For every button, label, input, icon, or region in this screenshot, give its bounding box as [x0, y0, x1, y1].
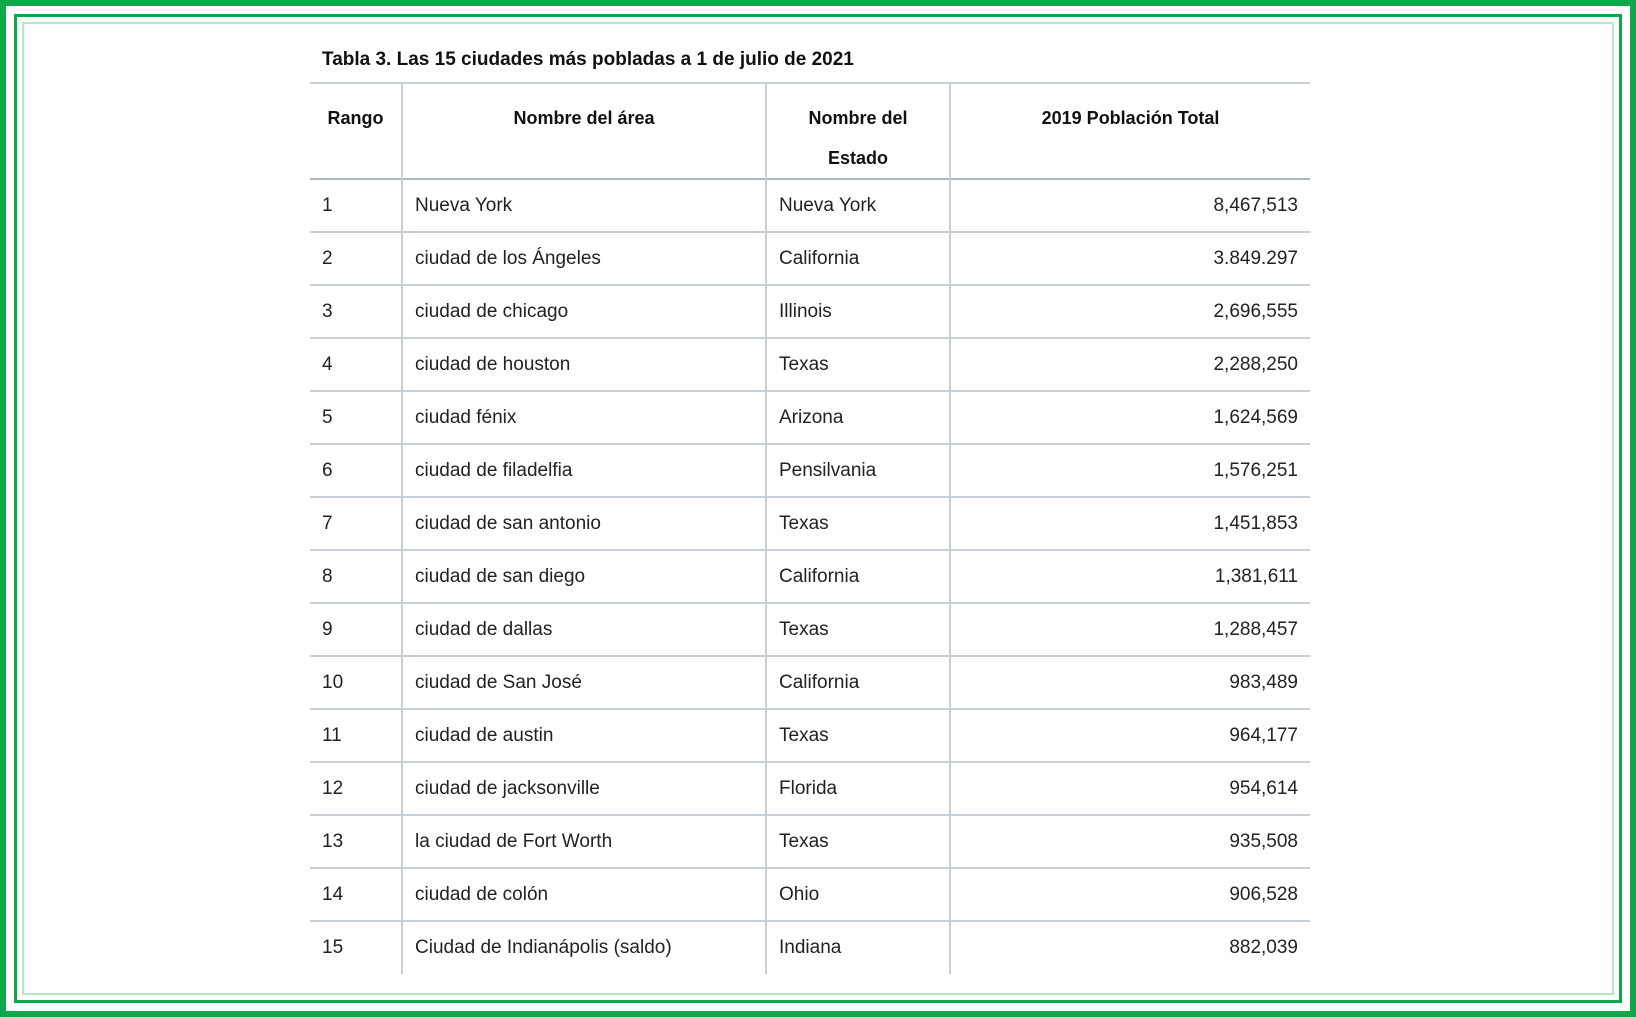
- cell-area: ciudad de san antonio: [402, 497, 766, 550]
- cell-area: ciudad de houston: [402, 338, 766, 391]
- cell-rank: 15: [322, 937, 344, 958]
- cell-rank: 12: [322, 777, 344, 799]
- cell-rank: 13: [322, 830, 344, 852]
- cell-area: la ciudad de Fort Worth: [402, 815, 766, 868]
- cell-population: 935,508: [950, 815, 1310, 868]
- population-table: [310, 82, 1310, 974]
- cell-state: Florida: [766, 762, 950, 815]
- header-rank: Rango: [327, 108, 384, 128]
- cell-state: Nueva York: [766, 179, 950, 232]
- table-row: [310, 868, 1310, 921]
- table-row: [310, 179, 1310, 232]
- cell-rank: 10: [322, 671, 344, 693]
- cell-area: ciudad de los Ángeles: [402, 232, 766, 285]
- cell-rank: 11: [322, 724, 342, 746]
- table-row: [310, 603, 1310, 656]
- table-container: [310, 38, 1310, 974]
- table-row: [310, 391, 1310, 444]
- cell-population: 2,288,250: [950, 338, 1310, 391]
- cell-rank: 4: [322, 353, 333, 375]
- table-row: [310, 815, 1310, 868]
- cell-area: ciudad fénix: [402, 391, 766, 444]
- cell-state: Arizona: [766, 391, 950, 444]
- cell-state: Pensilvania: [766, 444, 950, 497]
- cell-population: 1,451,853: [950, 497, 1310, 550]
- cell-rank: 6: [322, 459, 333, 481]
- cell-area: ciudad de san diego: [402, 550, 766, 603]
- cell-population: 983,489: [950, 656, 1310, 709]
- table-row: [310, 338, 1310, 391]
- cell-population: 2,696,555: [950, 285, 1310, 338]
- cell-area: ciudad de colón: [402, 868, 766, 921]
- cell-area: ciudad de San José: [402, 656, 766, 709]
- cell-rank: 14: [322, 883, 344, 905]
- cell-population: 8,467,513: [950, 179, 1310, 232]
- header-row: [310, 83, 1310, 179]
- cell-rank: 9: [322, 618, 333, 640]
- cell-rank: 1: [322, 194, 333, 216]
- table-body: [310, 179, 1310, 974]
- table-row: [310, 444, 1310, 497]
- cell-state: Texas: [766, 709, 950, 762]
- table-row: [310, 709, 1310, 762]
- table-row: [310, 497, 1310, 550]
- cell-population: 3.849.297: [950, 232, 1310, 285]
- cell-state: Indiana: [766, 921, 950, 974]
- table-row: [310, 921, 1310, 974]
- cell-state: California: [766, 656, 950, 709]
- cell-area: Nueva York: [402, 179, 766, 232]
- table-row: [310, 550, 1310, 603]
- header-area: Nombre del área: [402, 83, 766, 179]
- cell-state: California: [766, 550, 950, 603]
- cell-population: 1,576,251: [950, 444, 1310, 497]
- table-row: [310, 762, 1310, 815]
- cell-population: 954,614: [950, 762, 1310, 815]
- cell-state: Texas: [766, 815, 950, 868]
- cell-population: 906,528: [950, 868, 1310, 921]
- cell-population: 1,381,611: [950, 550, 1310, 603]
- cell-population: 1,288,457: [950, 603, 1310, 656]
- cell-population: 1,624,569: [950, 391, 1310, 444]
- cell-state: Illinois: [766, 285, 950, 338]
- cell-state: Texas: [766, 338, 950, 391]
- cell-rank: 7: [322, 512, 333, 534]
- table-caption: Tabla 3. Las 15 ciudades más pobladas a 1 de julio de 2021: [322, 49, 854, 70]
- table-header: [310, 83, 1310, 179]
- header-population: 2019 Población Total: [950, 83, 1310, 179]
- cell-rank: 2: [322, 247, 333, 269]
- cell-state: California: [766, 232, 950, 285]
- cell-rank: 8: [322, 565, 333, 587]
- cell-area: ciudad de chicago: [402, 285, 766, 338]
- cell-area: ciudad de filadelfia: [402, 444, 766, 497]
- header-state: Nombre del Estado: [766, 83, 950, 179]
- cell-area: ciudad de jacksonville: [402, 762, 766, 815]
- cell-rank: 5: [322, 406, 333, 428]
- cell-state: Ohio: [766, 868, 950, 921]
- cell-area: ciudad de austin: [402, 709, 766, 762]
- cell-state: Texas: [766, 603, 950, 656]
- table-row: [310, 656, 1310, 709]
- cell-area: Ciudad de Indianápolis (saldo): [402, 921, 766, 974]
- table-row: [310, 232, 1310, 285]
- cell-population: 882,039: [950, 921, 1310, 974]
- cell-area: ciudad de dallas: [402, 603, 766, 656]
- cell-state: Texas: [766, 497, 950, 550]
- table-row: [310, 285, 1310, 338]
- cell-rank: 3: [322, 300, 333, 322]
- cell-population: 964,177: [950, 709, 1310, 762]
